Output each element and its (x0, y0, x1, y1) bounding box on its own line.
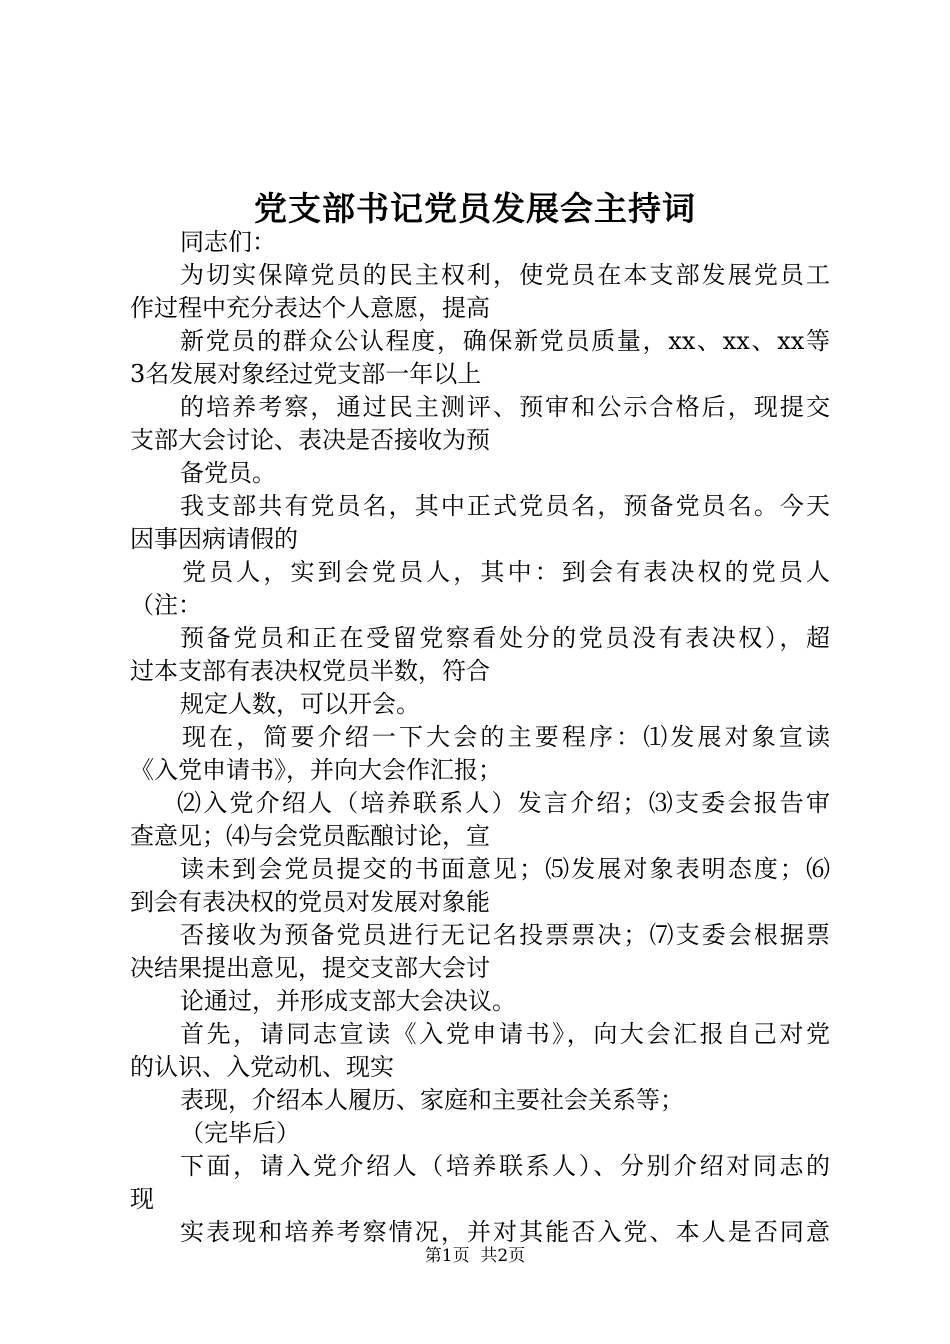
text-line: 现在，简要介绍一下大会的主要程序：⑴发展对象宣读 (182, 723, 830, 751)
text-line: 《入党申请书》，并向大会作汇报； (130, 756, 502, 784)
document-body (130, 226, 830, 1249)
text-line: 的培养考察，通过民主测评、预审和公示合格后，现提交 (180, 393, 830, 421)
text-line: （注： (130, 591, 202, 619)
text-line: 论通过，并形成支部大会决议。 (180, 987, 516, 1015)
text-line: 新党员的群众公认程度，确保新党员质量，xx、xx、xx等 (180, 327, 830, 355)
page-footer (0, 1244, 950, 1268)
page-number-label: 第1页 共2页 (424, 1246, 526, 1266)
text-line: 表现，介绍本人履历、家庭和主要社会关系等； (180, 1086, 684, 1114)
text-line: ⑵入党介绍人（培养联系人）发言介绍；⑶支委会报告审 (177, 789, 830, 817)
text-line: 因事因病请假的 (130, 525, 298, 553)
text-line: 的认识、入党动机、现实 (130, 1053, 394, 1081)
text-line: （完毕后） (180, 1119, 300, 1147)
text-line: 为切实保障党员的民主权利，使党员在本支部发展党员工 (180, 261, 830, 289)
text-line: 我支部共有党员名，其中正式党员名，预备党员名。今天 (180, 492, 830, 520)
text-line: 实表现和培养考察情况，并对其能否入党、本人是否同意 (180, 1218, 830, 1246)
text-line: 查意见；⑷与会党员酝酿讨论，宣 (130, 822, 490, 850)
text-line: 规定人数，可以开会。 (180, 690, 420, 718)
text-line: 作过程中充分表达个人意愿，提高 (130, 294, 490, 322)
text-line: 到会有表决权的党员对发展对象能 (130, 888, 490, 916)
document-title: 党支部书记党员发展会主持词 (254, 189, 696, 228)
text-line: 党员人，实到会党员人，其中：到会有表决权的党员人 (182, 558, 830, 586)
text-line: 首先，请同志宣读《入党申请书》，向大会汇报自己对党 (180, 1020, 830, 1048)
text-line: 现 (130, 1185, 154, 1213)
text-line: 3名发展对象经过党支部一年以上 (130, 360, 482, 388)
text-line: 否接收为预备党员进行无记名投票票决；⑺支委会根据票 (180, 921, 830, 949)
text-line: 预备党员和正在受留党察看处分的党员没有表决权），超 (180, 624, 830, 652)
text-line: 下面，请入党介绍人（培养联系人）、分别介绍对同志的 (180, 1152, 830, 1180)
text-line: 过本支部有表决权党员半数，符合 (130, 657, 490, 685)
text-line: 读未到会党员提交的书面意见；⑸发展对象表明态度；⑹ (180, 855, 830, 883)
text-line: 同志们： (180, 228, 276, 256)
text-line: 支部大会讨论、表决是否接收为预 (130, 426, 490, 454)
text-line: 决结果提出意见，提交支部大会讨 (130, 954, 490, 982)
text-line: 备党员。 (180, 459, 276, 487)
